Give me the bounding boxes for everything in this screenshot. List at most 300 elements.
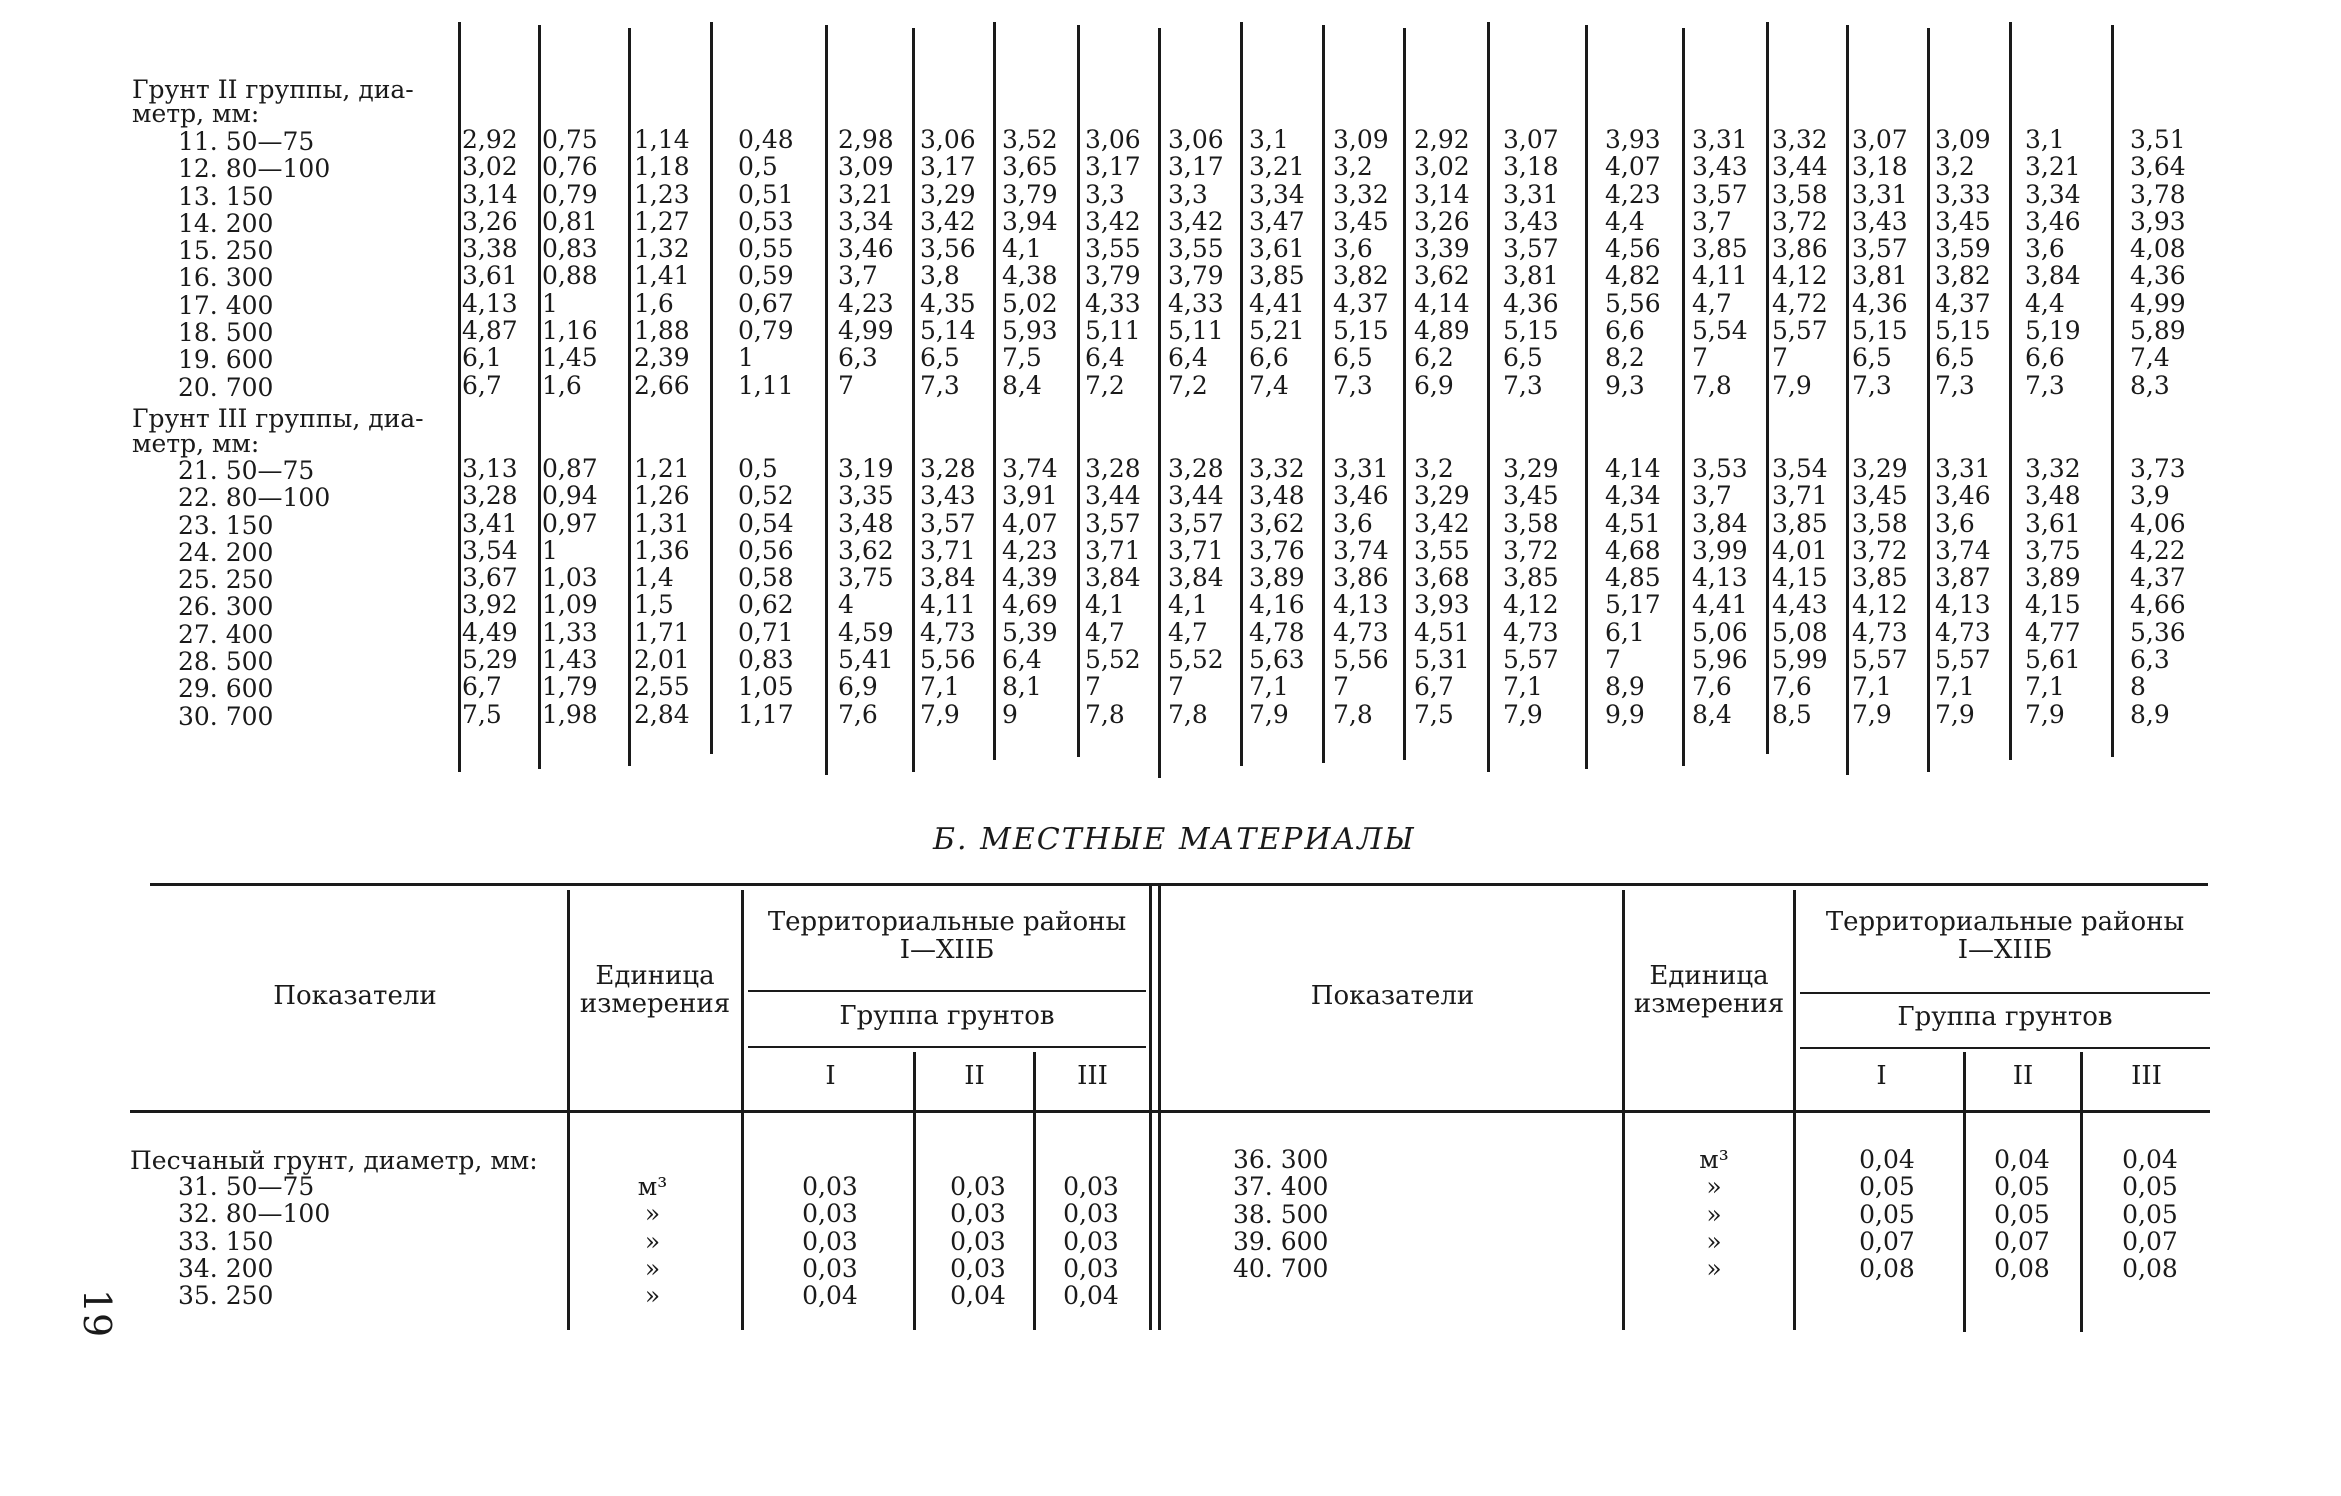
value-cell: 0,03 xyxy=(1063,1172,1119,1201)
value-cell: 4,85 xyxy=(1605,563,1661,593)
right-header-g2: II xyxy=(2012,1061,2034,1091)
value-cell: 3,38 xyxy=(462,234,518,264)
value-cell: 1,21 xyxy=(634,454,690,483)
row-label: 25. 250 xyxy=(178,565,274,595)
row-label: 33. 150 xyxy=(178,1226,274,1256)
value-cell: 3,28 xyxy=(1168,454,1224,483)
group2-title-2: метр, мм: xyxy=(132,99,260,128)
value-cell: 1,31 xyxy=(634,508,690,538)
value-cell: 2,01 xyxy=(634,645,690,675)
value-cell: 4,99 xyxy=(2130,288,2186,318)
right-header-g3: III xyxy=(2131,1061,2162,1091)
row-label: 26. 300 xyxy=(178,592,274,622)
value-column-g3 xyxy=(838,455,894,728)
value-cell: 4,33 xyxy=(1168,288,1224,318)
value-cell: 5,11 xyxy=(1168,316,1224,346)
value-cell: 6,1 xyxy=(462,343,502,373)
value-cell: 3,64 xyxy=(2130,152,2186,182)
value-cell: 3,2 xyxy=(1333,152,1373,182)
column-rule xyxy=(1766,22,1769,754)
value-cell: 3,29 xyxy=(1503,454,1559,483)
value-cell: 7 xyxy=(1085,672,1101,702)
value-cell: 0,59 xyxy=(738,261,794,291)
value-cell: 4,07 xyxy=(1002,508,1058,538)
right-header-g1: I xyxy=(1876,1061,1887,1091)
page-number: 19 xyxy=(75,1288,120,1338)
value-cell: 3,6 xyxy=(1935,508,1975,538)
right-body-labels xyxy=(1233,1146,1328,1282)
value-cell: 0,48 xyxy=(738,125,794,154)
value-cell: 7,6 xyxy=(838,699,878,729)
value-cell: 7,4 xyxy=(2130,343,2170,373)
value-cell: 4,16 xyxy=(1249,590,1305,620)
column-rule xyxy=(710,22,713,754)
value-cell: 3,61 xyxy=(1249,234,1305,264)
right-body-g1-values xyxy=(1832,1146,1942,1282)
value-cell: 5,56 xyxy=(920,645,976,675)
right-body-g3-values xyxy=(2090,1146,2210,1282)
column-rule xyxy=(538,25,541,769)
value-cell: 0,07 xyxy=(1859,1226,1915,1256)
value-cell: 7,9 xyxy=(1852,699,1892,729)
value-column-g2 xyxy=(1333,126,1389,399)
value-cell: 4,38 xyxy=(1002,261,1058,291)
value-cell: 6,7 xyxy=(462,370,502,400)
value-cell: 4,23 xyxy=(838,288,894,318)
value-column-g2 xyxy=(1503,126,1559,399)
value-cell: 3,57 xyxy=(1085,508,1141,538)
value-cell: 5,29 xyxy=(462,645,518,675)
value-cell: 3,78 xyxy=(2130,179,2186,209)
value-cell: 0,07 xyxy=(1994,1226,2050,1256)
value-cell: 3,71 xyxy=(1168,535,1224,565)
value-cell: 7 xyxy=(1168,672,1184,702)
value-cell: 0,53 xyxy=(738,206,794,236)
value-cell: 5,15 xyxy=(1503,316,1559,346)
value-cell: 5,57 xyxy=(1772,316,1828,346)
value-cell: 3,74 xyxy=(1002,454,1058,483)
value-cell: 6,9 xyxy=(838,672,878,702)
value-cell: 5,89 xyxy=(2130,316,2186,346)
value-cell: 3,72 xyxy=(1852,535,1908,565)
value-cell: 0,97 xyxy=(542,508,598,538)
value-cell: 7,4 xyxy=(1249,370,1289,400)
value-cell: 0,04 xyxy=(802,1281,858,1311)
left-header-g1: I xyxy=(825,1061,836,1091)
value-cell: 0,5 xyxy=(738,152,778,182)
value-cell: 3,31 xyxy=(1333,454,1389,483)
row-label: 22. 80—100 xyxy=(178,483,331,513)
value-cell: 3,48 xyxy=(838,508,894,538)
value-cell: 7,6 xyxy=(1772,672,1812,702)
right-header-soil-group: Группа грунтов xyxy=(1897,1002,2113,1032)
value-cell: 3,28 xyxy=(920,454,976,483)
unit-cell: » xyxy=(1706,1254,1722,1284)
value-cell: 7,9 xyxy=(920,699,960,729)
value-cell: 3,71 xyxy=(920,535,976,565)
value-cell: 9,9 xyxy=(1605,699,1645,729)
value-cell: 0,03 xyxy=(802,1199,858,1229)
value-cell: 3,86 xyxy=(1772,234,1828,264)
value-column-g2 xyxy=(1085,126,1141,399)
value-cell: 7,9 xyxy=(1249,699,1289,729)
value-cell: 0,54 xyxy=(738,508,794,538)
value-column-g3 xyxy=(1605,455,1661,728)
unit-cell: » xyxy=(644,1281,661,1311)
value-cell: 3,31 xyxy=(1503,179,1559,209)
value-cell: 3,06 xyxy=(1168,125,1224,154)
value-cell: 7,6 xyxy=(1692,672,1732,702)
row-label: 40. 700 xyxy=(1233,1254,1329,1284)
value-cell: 4,1 xyxy=(1085,590,1125,620)
value-cell: 3,61 xyxy=(2025,508,2081,538)
value-column-g3 xyxy=(1249,455,1305,728)
value-cell: 6,6 xyxy=(1249,343,1289,373)
value-cell: 3,75 xyxy=(838,563,894,593)
value-cell: 3,76 xyxy=(1249,535,1305,565)
column-rule xyxy=(1927,28,1930,772)
value-cell: 3,45 xyxy=(1852,481,1908,511)
value-cell: 3,18 xyxy=(1503,152,1559,182)
value-cell: 7,3 xyxy=(1935,370,1975,400)
value-cell: 5,15 xyxy=(1852,316,1908,346)
value-cell: 3,17 xyxy=(1168,152,1224,182)
value-cell: 0,55 xyxy=(738,234,794,264)
value-cell: 0,05 xyxy=(2122,1199,2178,1229)
value-cell: 3,82 xyxy=(1333,261,1389,291)
value-cell: 1,27 xyxy=(634,206,690,236)
value-cell: 3,62 xyxy=(1249,508,1305,538)
section-title: Б. МЕСТНЫЕ МАТЕРИАЛЫ xyxy=(933,822,1416,857)
value-cell: 3,46 xyxy=(1935,481,1991,511)
value-cell: 6,4 xyxy=(1002,645,1042,675)
value-cell: 3,53 xyxy=(1692,454,1748,483)
value-cell: 2,84 xyxy=(634,699,690,729)
value-cell: 3,99 xyxy=(1692,535,1748,565)
left-unit-rule xyxy=(741,890,744,1330)
right-header-indicators: Показатели xyxy=(1310,981,1475,1011)
value-cell: 0,75 xyxy=(542,125,598,154)
value-cell: 1,71 xyxy=(634,617,690,647)
value-cell: 3,54 xyxy=(1772,454,1828,483)
value-cell: 0,5 xyxy=(738,454,778,483)
left-header-unit: Единица измерения xyxy=(579,961,731,1019)
value-cell: 4,07 xyxy=(1605,152,1661,182)
value-cell: 7,3 xyxy=(1503,370,1543,400)
value-cell: 3,07 xyxy=(1852,125,1908,154)
value-cell: 3,28 xyxy=(462,481,518,511)
value-cell: 4,89 xyxy=(1414,316,1470,346)
value-cell: 3,52 xyxy=(1002,125,1058,154)
value-cell: 3,33 xyxy=(1935,179,1991,209)
value-cell: 5,93 xyxy=(1002,316,1058,346)
value-cell: 2,92 xyxy=(462,125,518,154)
column-rule xyxy=(1240,22,1243,766)
value-cell: 3,58 xyxy=(1852,508,1908,538)
value-cell: 3,75 xyxy=(2025,535,2081,565)
value-cell: 3,39 xyxy=(1414,234,1470,264)
value-cell: 5,57 xyxy=(1935,645,1991,675)
value-cell: 3,45 xyxy=(1935,206,1991,236)
value-cell: 4,14 xyxy=(1414,288,1470,318)
value-cell: 7,9 xyxy=(1935,699,1975,729)
value-cell: 4,51 xyxy=(1605,508,1661,538)
unit-cell: » xyxy=(1706,1172,1722,1202)
column-rule xyxy=(912,28,915,772)
value-column-g3 xyxy=(1503,455,1559,728)
value-column-g3 xyxy=(2130,455,2186,728)
value-cell: 6,1 xyxy=(1605,617,1645,647)
column-rule xyxy=(1846,25,1849,775)
value-cell: 4,13 xyxy=(1935,590,1991,620)
row-label: 32. 80—100 xyxy=(178,1199,331,1229)
value-cell: 0,04 xyxy=(950,1281,1006,1311)
value-column-g3 xyxy=(1935,455,1991,728)
value-column-g3 xyxy=(634,455,690,728)
row-label: 38. 500 xyxy=(1233,1199,1329,1229)
value-cell: 7,3 xyxy=(1333,370,1373,400)
value-cell: 6,5 xyxy=(1935,343,1975,373)
value-cell: 3,32 xyxy=(1772,125,1828,154)
value-cell: 3,34 xyxy=(1249,179,1305,209)
value-cell: 3,57 xyxy=(1503,234,1559,264)
value-cell: 7,2 xyxy=(1168,370,1208,400)
value-cell: 3,41 xyxy=(462,508,518,538)
value-cell: 4,12 xyxy=(1503,590,1559,620)
value-column-g3 xyxy=(1085,455,1141,728)
value-cell: 7,9 xyxy=(1503,699,1543,729)
value-cell: 3,17 xyxy=(1085,152,1141,182)
right-g1-rule xyxy=(1963,1052,1966,1332)
value-cell: 3,3 xyxy=(1085,179,1125,209)
column-rule xyxy=(1682,28,1685,766)
value-cell: 0,94 xyxy=(542,481,598,511)
value-cell: 4,34 xyxy=(1605,481,1661,511)
value-cell: 8,9 xyxy=(1605,672,1645,702)
row-label: 27. 400 xyxy=(178,619,274,649)
value-cell: 8 xyxy=(2130,672,2146,702)
left-body-g2-values xyxy=(918,1173,1038,1309)
value-cell: 8,4 xyxy=(1002,370,1042,400)
value-cell: 6,4 xyxy=(1168,343,1208,373)
value-column-g2 xyxy=(462,126,518,399)
value-column-g2 xyxy=(1002,126,1058,399)
value-cell: 5,39 xyxy=(1002,617,1058,647)
value-cell: 3,6 xyxy=(1333,234,1373,264)
value-cell: 3,86 xyxy=(1333,563,1389,593)
value-cell: 3,7 xyxy=(838,261,878,291)
left-body-g1-values xyxy=(770,1173,890,1309)
value-cell: 1,09 xyxy=(542,590,598,620)
value-cell: 1 xyxy=(542,288,558,318)
value-cell: 3,84 xyxy=(2025,261,2081,291)
right-body-units xyxy=(1662,1146,1766,1282)
value-cell: 3,07 xyxy=(1503,125,1559,154)
value-cell: 7,5 xyxy=(1414,699,1454,729)
value-cell: 6,5 xyxy=(920,343,960,373)
group3-title: Грунт III группы, диа- xyxy=(132,404,424,433)
value-cell: 3,87 xyxy=(1935,563,1991,593)
left-g1-rule xyxy=(913,1052,916,1330)
row-label: 30. 700 xyxy=(178,701,274,731)
value-cell: 0,04 xyxy=(1994,1145,2050,1174)
bottom-table-header-rule xyxy=(130,1110,2210,1113)
value-cell: 6,7 xyxy=(462,672,502,702)
value-cell: 5,21 xyxy=(1249,316,1305,346)
value-cell: 0,56 xyxy=(738,535,794,565)
value-cell: 3,44 xyxy=(1085,481,1141,511)
value-cell: 3,06 xyxy=(1085,125,1141,154)
value-cell: 3,62 xyxy=(838,535,894,565)
column-rule xyxy=(1077,25,1080,757)
value-cell: 5,31 xyxy=(1414,645,1470,675)
value-cell: 1,16 xyxy=(542,316,598,346)
value-cell: 3,3 xyxy=(1168,179,1208,209)
value-cell: 3,85 xyxy=(1249,261,1305,291)
value-cell: 1 xyxy=(738,343,754,373)
left-indicators-rule xyxy=(567,890,570,1330)
value-cell: 7 xyxy=(1772,343,1788,373)
value-cell: 3,29 xyxy=(1414,481,1470,511)
right-header-unit: Единица измерения xyxy=(1633,961,1785,1019)
column-rule xyxy=(1487,22,1490,772)
value-cell: 3,21 xyxy=(2025,152,2081,182)
value-cell: 0,83 xyxy=(542,234,598,264)
value-cell: 1,4 xyxy=(634,563,674,593)
value-cell: 4,4 xyxy=(2025,288,2065,318)
value-cell: 3,58 xyxy=(1503,508,1559,538)
value-cell: 4,73 xyxy=(1333,617,1389,647)
value-cell: 0,03 xyxy=(950,1226,1006,1256)
value-cell: 3,62 xyxy=(1414,261,1470,291)
value-cell: 4,7 xyxy=(1085,617,1125,647)
value-cell: 4,1 xyxy=(1168,590,1208,620)
value-cell: 5,19 xyxy=(2025,316,2081,346)
value-cell: 3,94 xyxy=(1002,206,1058,236)
value-cell: 1,11 xyxy=(738,370,794,400)
value-cell: 5,52 xyxy=(1168,645,1224,675)
value-cell: 3,2 xyxy=(1414,454,1454,483)
value-cell: 3,79 xyxy=(1002,179,1058,209)
unit-cell: » xyxy=(1706,1199,1722,1229)
value-cell: 3,48 xyxy=(2025,481,2081,511)
value-cell: 3,47 xyxy=(1249,206,1305,236)
value-cell: 0,07 xyxy=(2122,1226,2178,1256)
value-cell: 3,43 xyxy=(1503,206,1559,236)
value-cell: 3,73 xyxy=(2130,454,2186,483)
value-cell: 5,08 xyxy=(1772,617,1828,647)
row-label: 24. 200 xyxy=(178,537,274,567)
value-cell: 5,63 xyxy=(1249,645,1305,675)
value-cell: 0,79 xyxy=(738,316,794,346)
value-cell: 1 xyxy=(542,535,558,565)
value-cell: 3,46 xyxy=(2025,206,2081,236)
value-cell: 0,83 xyxy=(738,645,794,675)
value-cell: 4,13 xyxy=(462,288,518,318)
value-cell: 7,8 xyxy=(1692,370,1732,400)
value-column-g3 xyxy=(542,455,598,728)
value-cell: 3,44 xyxy=(1168,481,1224,511)
unit-cell: м³ xyxy=(637,1172,668,1201)
value-cell: 0,03 xyxy=(950,1199,1006,1229)
right-indicators-rule xyxy=(1622,890,1625,1330)
value-cell: 3,34 xyxy=(838,206,894,236)
value-cell: 3,48 xyxy=(1249,481,1305,511)
left-header-g3: III xyxy=(1077,1061,1108,1091)
left-header-soil-group: Группа грунтов xyxy=(839,1001,1055,1031)
column-rule xyxy=(1158,28,1161,778)
value-cell: 4,33 xyxy=(1085,288,1141,318)
value-cell: 3,61 xyxy=(462,261,518,291)
value-cell: 0,67 xyxy=(738,288,794,318)
value-cell: 0,76 xyxy=(542,152,598,182)
value-cell: 1,43 xyxy=(542,645,598,675)
value-cell: 4,69 xyxy=(1002,590,1058,620)
value-cell: 0,51 xyxy=(738,179,794,209)
value-cell: 4,82 xyxy=(1605,261,1661,291)
value-column-g3 xyxy=(1772,455,1828,728)
row-label: 39. 600 xyxy=(1233,1226,1329,1256)
value-cell: 4,72 xyxy=(1772,288,1828,318)
value-cell: 3,84 xyxy=(1692,508,1748,538)
value-column-g2 xyxy=(1414,126,1470,399)
row-label: 28. 500 xyxy=(178,647,274,677)
value-column-g2 xyxy=(1249,126,1305,399)
value-cell: 4,66 xyxy=(2130,590,2186,620)
value-cell: 5,52 xyxy=(1085,645,1141,675)
value-cell: 2,98 xyxy=(838,125,894,154)
left-group-divider xyxy=(748,1046,1146,1048)
value-cell: 3,43 xyxy=(1852,206,1908,236)
value-cell: 0,87 xyxy=(542,454,598,483)
value-cell: 0,03 xyxy=(802,1226,858,1256)
value-cell: 4,01 xyxy=(1772,535,1828,565)
value-cell: 3,02 xyxy=(462,152,518,182)
group3-row-labels xyxy=(178,457,330,730)
value-cell: 1,14 xyxy=(634,125,690,154)
value-cell: 4,43 xyxy=(1772,590,1828,620)
value-cell: 6,6 xyxy=(1605,316,1645,346)
value-cell: 3,84 xyxy=(1085,563,1141,593)
value-cell: 4,73 xyxy=(1503,617,1559,647)
left-body-g3-values xyxy=(1036,1173,1146,1309)
column-rule xyxy=(1585,25,1588,769)
value-column-g2 xyxy=(1168,126,1224,399)
value-cell: 3,7 xyxy=(1692,206,1732,236)
value-cell: 0,03 xyxy=(1063,1199,1119,1229)
value-cell: 3,09 xyxy=(1333,125,1389,154)
value-cell: 3,89 xyxy=(1249,563,1305,593)
value-column-g2 xyxy=(1772,126,1828,399)
value-cell: 3,58 xyxy=(1772,179,1828,209)
value-cell: 0,03 xyxy=(1063,1226,1119,1256)
value-cell: 4,12 xyxy=(1772,261,1828,291)
value-cell: 6,9 xyxy=(1414,370,1454,400)
value-cell: 7,9 xyxy=(2025,699,2065,729)
row-label: 29. 600 xyxy=(178,674,274,704)
value-cell: 3,9 xyxy=(2130,481,2170,511)
value-column-g3 xyxy=(2025,455,2081,728)
value-cell: 5,56 xyxy=(1605,288,1661,318)
value-cell: 7,3 xyxy=(2025,370,2065,400)
value-cell: 4,37 xyxy=(1935,288,1991,318)
value-cell: 4,12 xyxy=(1852,590,1908,620)
value-cell: 4,7 xyxy=(1692,288,1732,318)
value-column-g3 xyxy=(738,455,794,728)
value-cell: 3,06 xyxy=(920,125,976,154)
value-cell: 4,87 xyxy=(462,316,518,346)
value-cell: 4,39 xyxy=(1002,563,1058,593)
